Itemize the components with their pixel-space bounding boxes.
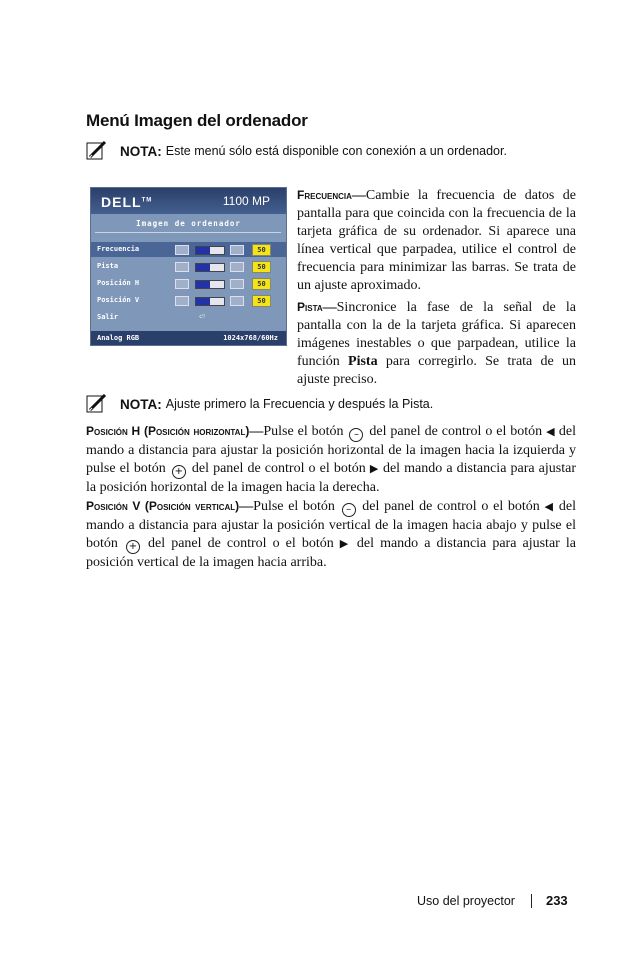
term-frecuencia: Frecuencia (297, 188, 352, 202)
note-pencil-icon (86, 141, 108, 161)
note-text: Ajuste primero la Frecuencia y después la Pista. (165, 397, 434, 411)
osd-row-pista (91, 259, 286, 274)
right-arrow-icon: ▶ (339, 537, 351, 550)
increase-icon (230, 296, 244, 306)
posh-text: del panel de control o el botón (365, 424, 547, 439)
term-posicion-v: Posición V (Posición vertical) (86, 499, 240, 513)
left-arrow-icon: ◀ (544, 500, 555, 513)
osd-row-label: Salir (97, 313, 119, 321)
note-text: Este menú sólo está disponible con conexión a un ordenador. (165, 144, 507, 158)
osd-row-value: 50 (252, 278, 271, 290)
level-bar (195, 263, 225, 272)
plus-button-icon: + (126, 540, 140, 554)
osd-row-frecuencia (91, 242, 286, 257)
osd-row-posicion-h (91, 276, 286, 291)
note-pencil-icon (86, 394, 108, 414)
exit-icon: ⏎ (199, 312, 205, 322)
osd-row-label: Frecuencia (97, 245, 140, 253)
osd-row-label: Posición H (97, 279, 140, 287)
note-label: NOTA: (120, 396, 162, 412)
posv-text: del panel de control o el botón (141, 536, 340, 551)
osd-model: 1100 MP (222, 194, 270, 208)
posv-text: del mando a distancia para ajustar la posición vertical de la imagen hacia abajo y pulse el botón (86, 499, 576, 551)
osd-footer (91, 331, 286, 345)
osd-row-value: 50 (252, 295, 271, 307)
decrease-icon (175, 279, 189, 289)
left-arrow-icon: ◀ (546, 425, 555, 438)
posh-text: del mando a distancia para ajustar la posición horizontal de la imagen hacia la izquierda y pulse el botón (86, 424, 576, 476)
increase-icon (230, 245, 244, 255)
note-order (86, 394, 433, 414)
osd-resolution: 1024x768/60Hz (223, 334, 278, 342)
osd-row-value: 50 (252, 261, 271, 273)
posh-text: Pulse el botón (263, 424, 348, 439)
osd-row-label: Posición V (97, 296, 140, 304)
posh-text: del mando a distancia para ajustar la posición horizontal de la imagen hacia la derecha. (86, 461, 576, 495)
em-dash: — (239, 499, 254, 514)
pista-text: para corregirlo. Se trata de un ajuste preciso. (297, 354, 577, 387)
paragraph-frecuencia (297, 186, 576, 295)
level-bar (195, 297, 225, 306)
paragraph-posicion-h (86, 422, 576, 497)
osd-divider (95, 232, 281, 233)
dell-logo: DELL™ (101, 194, 153, 210)
em-dash: — (322, 300, 337, 315)
decrease-icon (175, 245, 189, 255)
osd-row-salir (91, 310, 286, 325)
page-number: 233 (545, 893, 568, 908)
page-footer (417, 893, 568, 908)
footer-section: Uso del proyector (417, 893, 515, 908)
pista-bold: Pista (348, 354, 378, 369)
osd-menu-title: Imagen de ordenador (136, 219, 241, 228)
term-posicion-h: Posición H (Posición horizontal) (86, 424, 250, 438)
paragraph-pista (297, 298, 576, 389)
level-bar (195, 246, 225, 255)
osd-row-posicion-v (91, 293, 286, 308)
increase-icon (230, 262, 244, 272)
note-connection (86, 141, 507, 161)
decrease-icon (175, 262, 189, 272)
term-pista: Pista (297, 300, 323, 314)
frecuencia-text: Cambie la frecuencia de datos de pantalla para que coincida con la frecuencia de la tarjeta gráfica de su ordenador. Si aparece una línea vertical que parpadea, utilice el control de frecuencia para minimizar las barras. Se trata de un ajuste aproximado. (297, 188, 576, 293)
osd-header (91, 188, 286, 214)
osd-row-value: 50 (252, 244, 271, 256)
em-dash: — (351, 188, 366, 203)
paragraph-posicion-v (86, 497, 576, 572)
decrease-icon (175, 296, 189, 306)
osd-menu-screenshot (90, 187, 287, 346)
plus-button-icon: + (172, 465, 186, 479)
pista-text: Sincronice la fase de la señal de la pantalla con la de la tarjeta gráfica. Si aparecen imágenes inestables o que parpadean, utilice la función (297, 300, 576, 369)
osd-row-label: Pista (97, 262, 119, 270)
osd-source: Analog RGB (97, 334, 140, 342)
increase-icon (230, 279, 244, 289)
em-dash: — (249, 424, 264, 439)
section-title: Menú Imagen del ordenador (86, 111, 308, 130)
posv-text: del mando a distancia para ajustar la posición vertical de la imagen hacia arriba. (86, 536, 576, 570)
posh-text: del panel de control o el botón (187, 461, 370, 476)
footer-divider (531, 894, 532, 908)
posv-text: del panel de control o el botón (357, 499, 545, 514)
minus-button-icon: – (342, 503, 356, 517)
note-label: NOTA: (120, 143, 162, 159)
posv-text: Pulse el botón (253, 499, 340, 514)
level-bar (195, 280, 225, 289)
right-arrow-icon: ▶ (369, 462, 379, 475)
minus-button-icon: – (349, 428, 363, 442)
